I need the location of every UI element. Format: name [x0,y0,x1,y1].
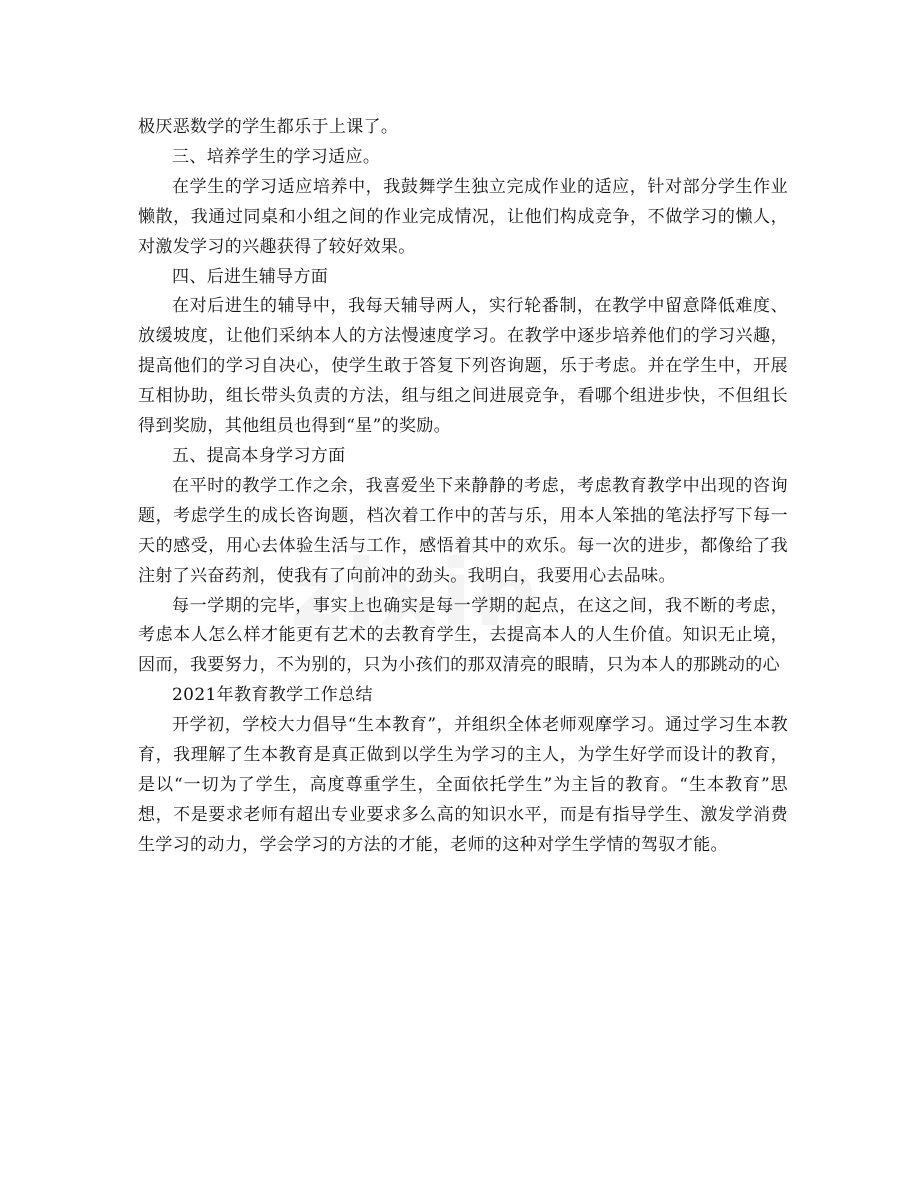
document-body [138,113,788,861]
paragraph-continuation: 极厌恶数学的学生都乐于上课了。 [138,117,399,137]
paragraph: 在对后进生的辅导中，我每天辅导两人，实行轮番制，在教学中留意降低难度、放缓坡度，让他们采纳本人的方法慢速度学习。在教学中逐步培养他们的学习兴趣，提高他们的学习自决心，使学生敢于答复下列咨询题，乐于考虑。并在学生中，开展互相协助，组长带头负责的方法，组与组之间进展竞争，看哪个组进步快，不但组长得到奖励，其他组员也得到“星”的奖励。 [138,296,788,437]
paragraph: 在学生的学习适应培养中，我鼓舞学生独立完成作业的适应，针对部分学生作业懒散，我通过同桌和小组之间的作业完成情况，让他们构成竞争，不做学习的懒人，对激发学习的兴趣获得了较好效果。 [138,176,788,257]
section-heading-5: 五、提高本身学习方面 [172,445,346,466]
paragraph: 在平时的教学工作之余，我喜爱坐下来静静的考虑，考虑教育教学中出现的咨询题，考虑学生的成长咨询题，档次着工作中的苦与乐，用本人笨拙的笔法抒写下每一天的感受，用心去体验生活与工作，感悟着其中的欢乐。每一次的进步，都像给了我注射了兴奋药剂，使我有了向前冲的劲头。我明白，我要用心去品味。 [138,475,788,586]
document-title-2021: 2021年教育教学工作总结 [172,685,373,706]
section-heading-3: 三、培养学生的学习适应。 [172,146,381,167]
paragraph: 每一学期的完毕，事实上也确实是每一学期的起点，在这之间，我不断的考虑，考虑本人怎么样才能更有艺术的去教育学生，去提高本人的人生价值。知识无止境，因而，我要努力，不为别的，只为小孩们的那双清亮的眼睛，只为本人的那跳动的心 [138,595,788,676]
paragraph: 开学初，学校大力倡导“生本教育”，并组织全体老师观摩学习。通过学习生本教育，我理解了生本教育是真正做到以学生为学习的主人，为学生好学而设计的教育，是以“一切为了学生，高度尊重学生，全面依托学生”为主旨的教育。“生本教育”思想，不是要求老师有超出专业要求多么高的知识水平，而是有指导学生、激发学消费生学习的动力，学会学习的方法的才能，老师的这种对学生学情的驾驭才能。 [138,715,788,855]
section-heading-4: 四、后进生辅导方面 [172,266,329,287]
